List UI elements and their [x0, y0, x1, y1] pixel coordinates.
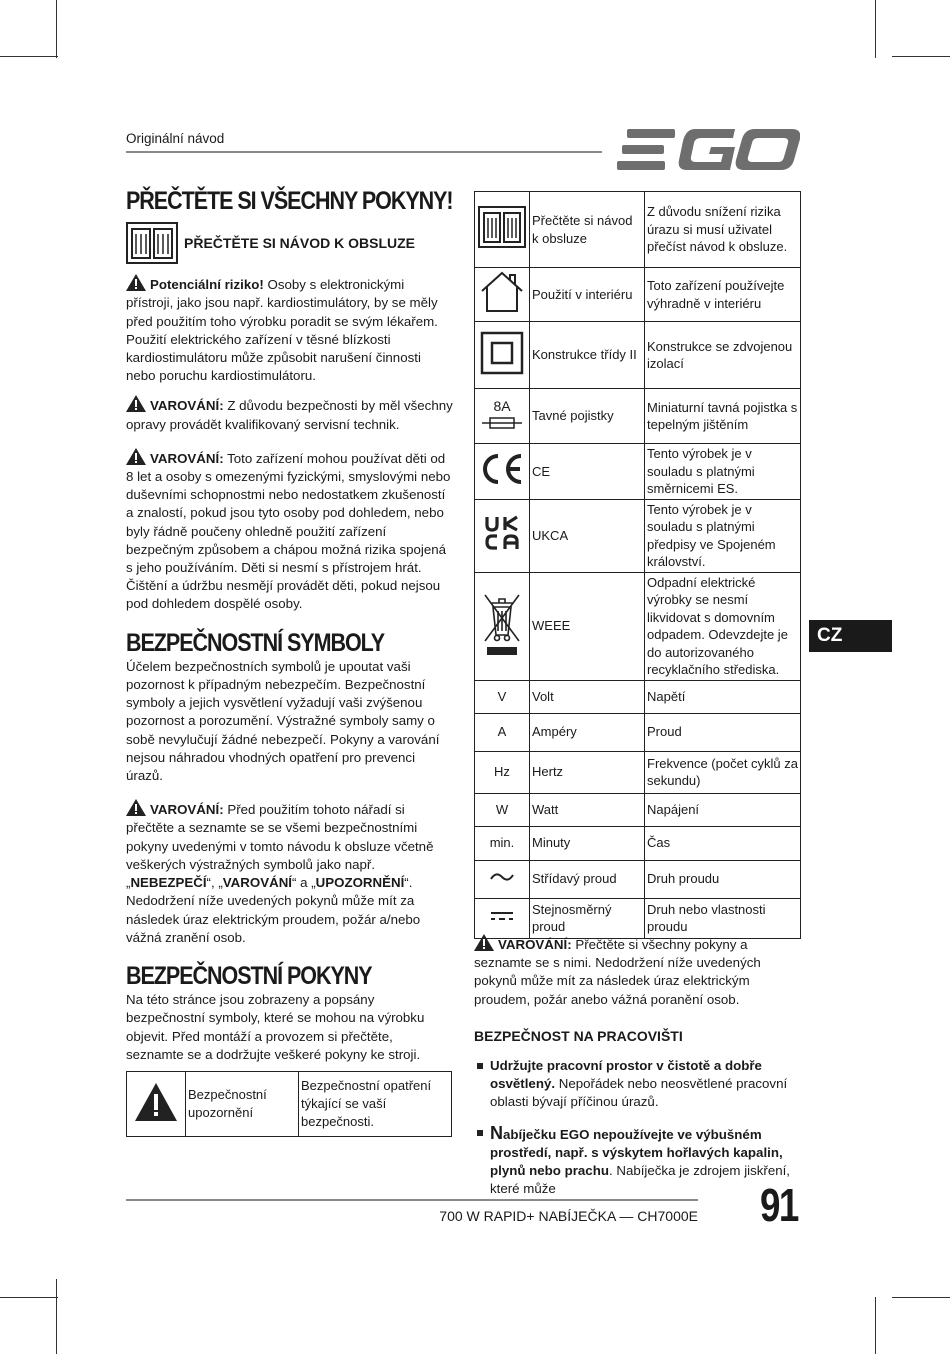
crop-mark [56, 1279, 57, 1354]
symbol-table [474, 191, 801, 939]
warning-text: Před použitím tohoto nářadí si přečtěte a seznamte se se všemi bezpečnostními pokyny uvedenými v tomto návodu k obsluze včetně veškerých výstražných symbolů jako např. „ [126, 802, 434, 891]
table-row [475, 713, 801, 751]
warning-icon [126, 448, 146, 465]
table-row [475, 751, 801, 793]
warning-text: Osoby s elektronickými přístroji, jako jsou např. kardiostimulátory, by se měly před použitím toho výrobku poradit se svým lékařem. Použití elektrického zařízení v těsné blízkosti kardiostimulátoru může způsobit narušení činnosti nebo poruchu kardiostimulátoru. [126, 277, 438, 384]
symbol-name: Ampéry [530, 713, 645, 751]
symbol-icon-cell [475, 499, 530, 572]
symbol-icon-text: min. [475, 826, 530, 860]
alert-desc: Bezpečnostní opatření týkající se vaší bezpečnosti. [299, 1072, 452, 1137]
symbol-desc: Napětí [645, 680, 801, 713]
fuse-label: 8A [493, 398, 511, 414]
list-item [474, 1057, 802, 1112]
table-row [475, 572, 801, 680]
symbol-desc: Druh proudu [645, 860, 801, 898]
symbol-desc: Toto zařízení používejte výhradně v interiéru [645, 268, 801, 322]
warning-icon [474, 934, 494, 951]
weee-icon [479, 589, 525, 659]
page-number: 91 [760, 1179, 798, 1231]
table-row [475, 860, 801, 898]
book-icon [126, 222, 178, 264]
alert-name: Bezpečnostní upozornění [186, 1072, 299, 1137]
symbol-icon-cell [475, 898, 530, 938]
symbol-desc: Napájení [645, 793, 801, 826]
crop-mark [0, 1297, 58, 1298]
bullet-initial: N [490, 1122, 503, 1143]
warning-lead: VAROVÁNÍ: [150, 398, 224, 414]
table-row [475, 826, 801, 860]
symbol-name: Použití v interiéru [530, 268, 645, 322]
alert-icon-cell [127, 1072, 186, 1137]
crop-mark [892, 1297, 950, 1298]
warning-lead: VAROVÁNÍ: [150, 802, 224, 818]
symbol-icon-cell [475, 860, 530, 898]
warning-children [126, 448, 453, 614]
symbol-desc: Proud [645, 713, 801, 751]
warning-text: Z důvodu bezpečnosti by měl všechny opravy provádět kvalifikovaný servisní technik. [126, 398, 453, 432]
safety-alert-table [126, 1071, 452, 1137]
warning-lead: VAROVÁNÍ: [498, 937, 572, 952]
symbol-icon-text: Hz [475, 751, 530, 793]
term-upozorneni: UPOZORNĚNÍ [315, 875, 405, 891]
bullet-text: Nepořádek nebo neosvětlené pracovní oblasti bývají příčinou úrazů. [490, 1076, 788, 1110]
table-row [475, 898, 801, 938]
bullet-lead: Udržujte pracovní prostor v čistotě a dobře osvětlený. [490, 1058, 762, 1092]
symbol-name: Hertz [530, 751, 645, 793]
symbol-icon-cell [475, 389, 530, 444]
warning-pacemaker [126, 274, 453, 385]
symbol-desc: Tento výrobek je v souladu s platnými předpisy ve Spojeném království. [645, 499, 801, 572]
symbol-name: Přečtěte si návod k obsluze [530, 192, 645, 268]
table-row [475, 322, 801, 389]
symbol-name: WEEE [530, 572, 645, 680]
section-title-symbols: BEZPEČNOSTNÍ SYMBOLY [126, 628, 385, 657]
list-item [474, 1124, 802, 1199]
symbol-desc: Z důvodu snížení rizika úrazu si musí uživatel přečíst návod k obsluze. [645, 192, 801, 268]
bullet-lead: abíječku EGO nepoužívejte ve výbušném prostředí, např. s výskytem hořlavých kapalin, plynů nebo prachu [490, 1126, 783, 1179]
symbol-name: UKCA [530, 499, 645, 572]
warning-icon [135, 1083, 177, 1121]
ce-icon [479, 452, 525, 486]
table-row [475, 268, 801, 322]
right-column [474, 934, 802, 1198]
symbol-desc: Čas [645, 826, 801, 860]
table-row [475, 680, 801, 713]
crop-mark [875, 1297, 876, 1354]
symbol-desc: Konstrukce se zdvojenou izolací [645, 322, 801, 389]
symbol-icon-cell [475, 322, 530, 389]
warning-icon [126, 799, 146, 816]
symbol-desc: Frekvence (počet cyklů za sekundu) [645, 751, 801, 793]
symbol-icon-text: W [475, 793, 530, 826]
warning-icon [126, 395, 146, 412]
footer-rule [126, 1199, 698, 1201]
symbol-name: Minuty [530, 826, 645, 860]
symbol-name: Střídavý proud [530, 860, 645, 898]
symbol-name: Konstrukce třídy II [530, 322, 645, 389]
header-rule [126, 151, 602, 153]
section-heading-workplace: BEZPEČNOST NA PRACOVIŠTI [474, 1027, 683, 1044]
table-row [475, 499, 801, 572]
crop-mark [892, 56, 950, 57]
symbol-icon-text: V [475, 680, 530, 713]
footer-text: 700 W RAPID+ NABÍJEČKA — CH7000E [439, 1208, 698, 1224]
warning-text: “. Nedodržení níže uvedených pokynů může mít za následek úraz elektrickým proudem, požár a/nebo vážná zranění osob. [126, 875, 421, 945]
symbol-desc: Tento výrobek je v souladu s platnými směrnicemi ES. [645, 444, 801, 500]
symbol-name: Volt [530, 680, 645, 713]
warning-text: Toto zařízení mohou používat děti od 8 let a osoby s omezenými fyzickými, smyslovými nebo duševními schopnostmi nebo nedostatkem zkušeností a znalostí, pokud jsou tyto osoby pod dohledem, nebo byly řádně poučeny ohledně použití zařízení bezpečným způsobem a chápou možná rizika spojená s jeho používáním. Děti si nesmí s přístrojem hrát. Čištění a údržbu nesmějí provádět děti, pokud nejsou pod dohledem dospělé osoby. [126, 450, 451, 612]
crop-mark [56, 0, 57, 58]
table-row [475, 389, 801, 444]
read-manual-row [126, 222, 453, 264]
instructions-intro: Na této stránce jsou zobrazeny a popsány bezpečnostní symboly, které se mohou na výrobku objevit. Před montáží a provozem si přečtěte, seznamte se a dodržujte veškeré pokyny ke stroji. [126, 992, 425, 1062]
symbol-icon-cell [475, 192, 530, 268]
symbol-name: Watt [530, 793, 645, 826]
symbol-name: Tavné pojistky [530, 389, 645, 444]
ego-logo [617, 129, 800, 171]
ac-icon [489, 870, 515, 884]
symbol-desc: Odpadní elektrické výrobky se nesmí likvidovat s domovním odpadem. Odevzdejte je do autorizovaného recyklačního střediska. [645, 572, 801, 680]
dc-icon [489, 909, 515, 923]
term-nebezpeci: NEBEZPEČÍ [130, 875, 207, 891]
warning-icon [126, 274, 146, 291]
symbol-icon-cell [475, 444, 530, 500]
warning-text: Přečtěte si všechny pokyny a seznamte se s nimi. Nedodržení níže uvedených pokynů může mít za následek úraz elektrickým proudem, požár anebo vážná poranění osob. [474, 937, 761, 1007]
crop-mark [875, 0, 876, 58]
warning-service [126, 395, 453, 433]
symbol-icon-cell [475, 268, 530, 322]
read-manual-heading: PŘEČTĚTE SI NÁVOD K OBSLUZE [184, 235, 416, 252]
table-row [127, 1072, 452, 1137]
table-row [475, 192, 801, 268]
symbol-desc: Druh nebo vlastnosti proudu [645, 898, 801, 938]
left-column [126, 187, 453, 1064]
fuse-icon [480, 416, 524, 430]
table-row [475, 444, 801, 500]
bullet-text: . Nabíječka je zdrojem jiskření, které může [490, 1163, 791, 1197]
section-title-instructions: BEZPEČNOSTNÍ POKYNY [126, 961, 372, 990]
symbol-icon-cell [475, 572, 530, 680]
term-varovani: VAROVÁNÍ [222, 875, 292, 891]
double-square-icon [480, 331, 524, 375]
page-title: PŘEČTĚTE SI VŠECHNY POKYNY! [126, 187, 453, 215]
house-icon [479, 271, 525, 313]
warning-read-all [126, 799, 453, 947]
symbol-name: CE [530, 444, 645, 500]
book-icon [478, 206, 526, 248]
symbol-desc: Miniaturní tavná pojistka s tepelným jištěním [645, 389, 801, 444]
warning-lead: VAROVÁNÍ: [150, 450, 224, 466]
header-label: Originální návod [126, 131, 225, 146]
warning-text: “ a „ [292, 875, 316, 891]
warning-general [474, 934, 802, 1009]
warning-text: “, „ [206, 875, 223, 891]
symbol-name: Stejnosměrný proud [530, 898, 645, 938]
crop-mark [0, 56, 58, 57]
table-row [475, 793, 801, 826]
language-tab: CZ [809, 620, 892, 652]
warning-lead: Potenciální riziko! [150, 277, 264, 293]
ukca-icon [484, 515, 520, 551]
symbol-icon-text: A [475, 713, 530, 751]
symbols-intro: Účelem bezpečnostních symbolů je upoutat vaši pozornost k případným nebezpečím. Bezpečnostní symboly a jejich vysvětlení vyžadují vaši zvýšenou pozornost a porozumění. Výstražné symboly samy o sobě nevylučují žádné nebezpečí. Pokyny a varování nejsou náhradou vhodných opatření pro prevenci úrazů. [126, 658, 440, 784]
